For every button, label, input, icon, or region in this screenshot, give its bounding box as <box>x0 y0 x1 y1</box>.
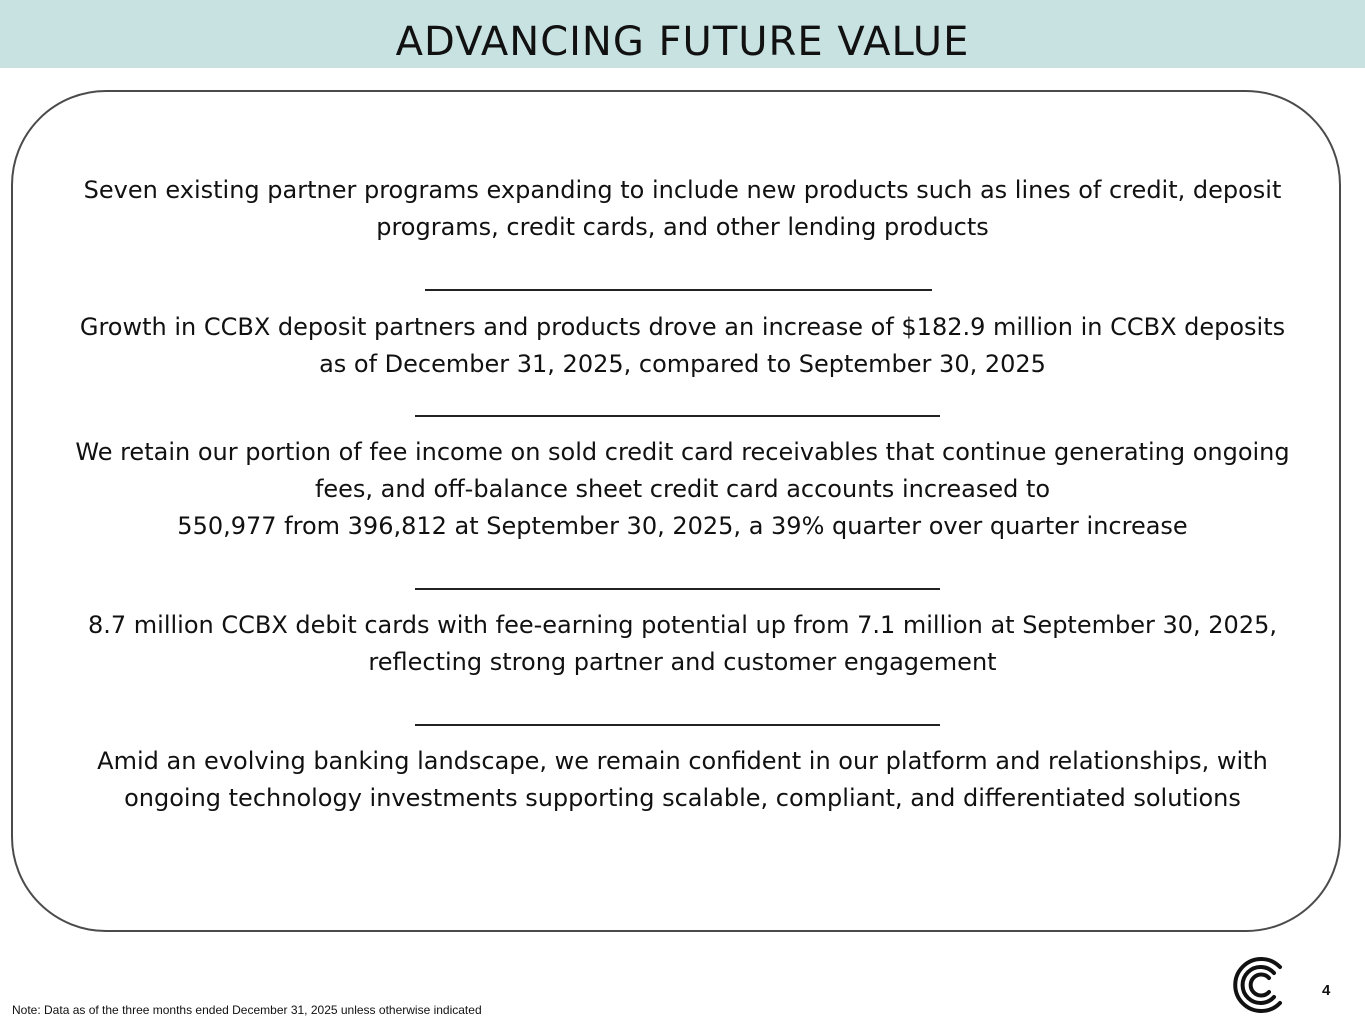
paragraph-line: 550,977 from 396,812 at September 30, 2025, a 39% quarter over quarter increase <box>177 512 1188 540</box>
separator-line <box>425 289 932 291</box>
paragraph-partner-programs <box>40 172 1325 246</box>
paragraph-line: Growth in CCBX deposit partners and products drove an increase of $182.9 million in CCBX deposits <box>79 313 1286 341</box>
paragraph-line: programs, credit cards, and other lending products <box>376 213 989 241</box>
concentric-c-logo-icon <box>1228 955 1288 1015</box>
paragraph-banking-landscape <box>40 743 1325 817</box>
separator-line <box>415 415 940 417</box>
slide-title: ADVANCING FUTURE VALUE <box>395 19 970 65</box>
paragraph-line: as of December 31, 2025, compared to September 30, 2025 <box>319 350 1046 378</box>
paragraph-line: We retain our portion of fee income on sold credit card receivables that continue generating ongoing <box>75 438 1290 466</box>
page-number: 4 <box>1322 982 1331 999</box>
paragraph-line: reflecting strong partner and customer engagement <box>368 648 997 676</box>
paragraph-ccbx-deposits <box>40 309 1325 383</box>
paragraph-line: 8.7 million CCBX debit cards with fee-earning potential up from 7.1 million at September 30, 2025, <box>88 611 1277 639</box>
paragraph-line: Seven existing partner programs expanding to include new products such as lines of credit, deposit <box>83 176 1282 204</box>
separator-line <box>415 588 940 590</box>
paragraph-line: Amid an evolving banking landscape, we remain confident in our platform and relationships, with <box>97 747 1268 775</box>
paragraph-credit-card-fees <box>40 434 1325 545</box>
paragraph-debit-cards <box>40 607 1325 681</box>
separator-line <box>415 724 940 726</box>
paragraph-line: fees, and off-balance sheet credit card accounts increased to <box>314 475 1051 503</box>
footnote: Note: Data as of the three months ended December 31, 2025 unless otherwise indicated <box>12 1003 482 1017</box>
paragraph-line: ongoing technology investments supporting scalable, compliant, and differentiated solutions <box>124 784 1241 812</box>
